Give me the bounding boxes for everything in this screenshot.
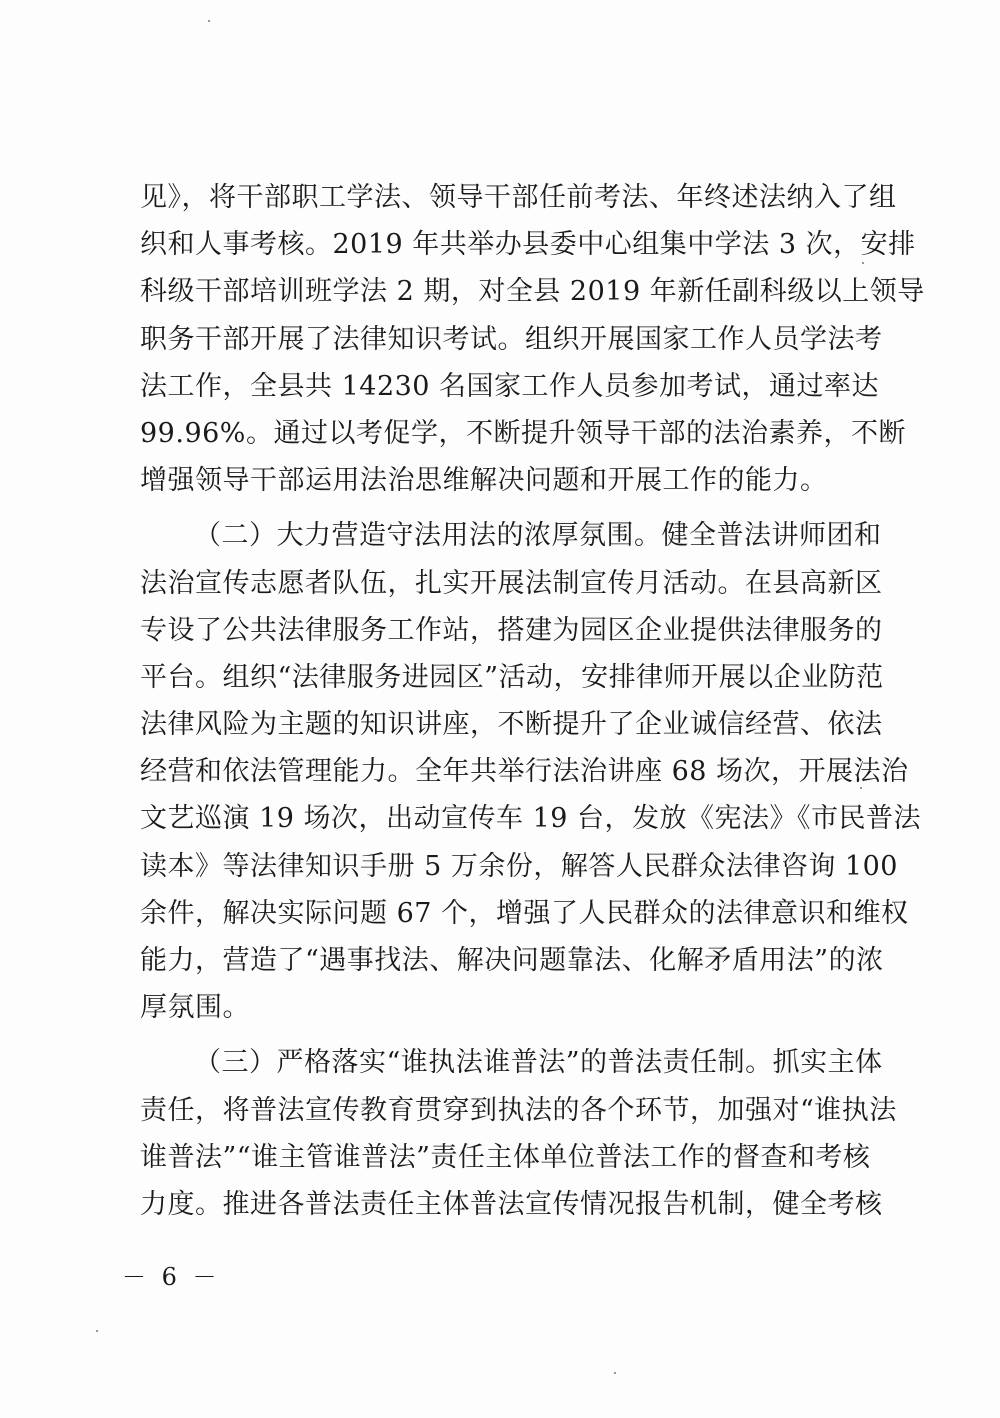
text-line: 99.96%。通过以考促学，不断提升领导干部的法治素养，不断 <box>140 417 906 449</box>
text-line: 见》，将干部职工学法、领导干部任前考法、年终述法纳入了组 <box>140 182 897 213</box>
text-line: 文艺巡演 19 场次，出动宣传车 19 台，发放《宪法》《市民普法 <box>140 803 922 835</box>
text-line: 余件，解决实际问题 67 个，增强了人民群众的法律意识和维权 <box>140 897 909 929</box>
scan-speck <box>614 1372 616 1374</box>
text-line: 专设了公共法律服务工作站，搭建为园区企业提供法律服务的 <box>140 614 883 646</box>
text-line: 平台。组织“法律服务进园区”活动，安排律师开展以企业防范 <box>140 661 884 693</box>
text-line: 增强领导干部运用法治思维解决问题和开展工作的能力。 <box>140 465 828 497</box>
text-line: 经营和依法管理能力。全年共举行法治讲座 68 场次，开展法治 <box>140 756 909 788</box>
text-line: 读本》等法律知识手册 5 万余份，解答人民群众法律咨询 100 <box>140 850 898 882</box>
text-line: 职务干部开展了法律知识考试。组织开展国家工作人员学法考 <box>140 323 883 355</box>
text-line: 科级干部培训班学法 2 期，对全县 2019 年新任副科级以上领导 <box>140 276 925 308</box>
page-number: － 6 － <box>122 1263 221 1291</box>
text-line: 法律风险为主题的知识讲座，不断提升了企业诚信经营、依法 <box>140 709 883 741</box>
text-line: 厚氛围。 <box>140 992 250 1024</box>
text-line: （二）大力营造守法用法的浓厚氛围。健全普法讲师团和 <box>194 520 882 552</box>
scan-speck <box>862 262 864 264</box>
paragraph-1 <box>140 174 925 504</box>
scan-speck <box>96 1330 98 1332</box>
paragraph-2 <box>140 512 922 1031</box>
text-line: （三）严格落实“谁执法谁普法”的普法责任制。抓实主体 <box>194 1047 883 1079</box>
text-line: 谁普法”“谁主管谁普法”责任主体单位普法工作的督查和考核 <box>140 1141 871 1173</box>
text-line: 织和人事考核。2019 年共举办县委中心组集中学法 3 次，安排 <box>140 229 916 261</box>
scan-speck <box>208 20 210 22</box>
text-line: 法工作，全县共 14230 名国家工作人员参加考试，通过率达 <box>140 370 880 402</box>
text-line: 法治宣传志愿者队伍，扎实开展法制宣传月活动。在县高新区 <box>140 567 883 599</box>
text-line: 力度。推进各普法责任主体普法宣传情况报告机制，健全考核 <box>140 1188 883 1220</box>
text-line: 能力，营造了“遇事找法、解决问题靠法、化解矛盾用法”的浓 <box>140 945 884 976</box>
text-line: 责任，将普法宣传教育贯穿到执法的各个环节，加强对“谁执法 <box>140 1094 897 1126</box>
paragraph-3 <box>140 1039 897 1228</box>
scan-speck <box>860 787 862 789</box>
body-text <box>140 174 925 1228</box>
